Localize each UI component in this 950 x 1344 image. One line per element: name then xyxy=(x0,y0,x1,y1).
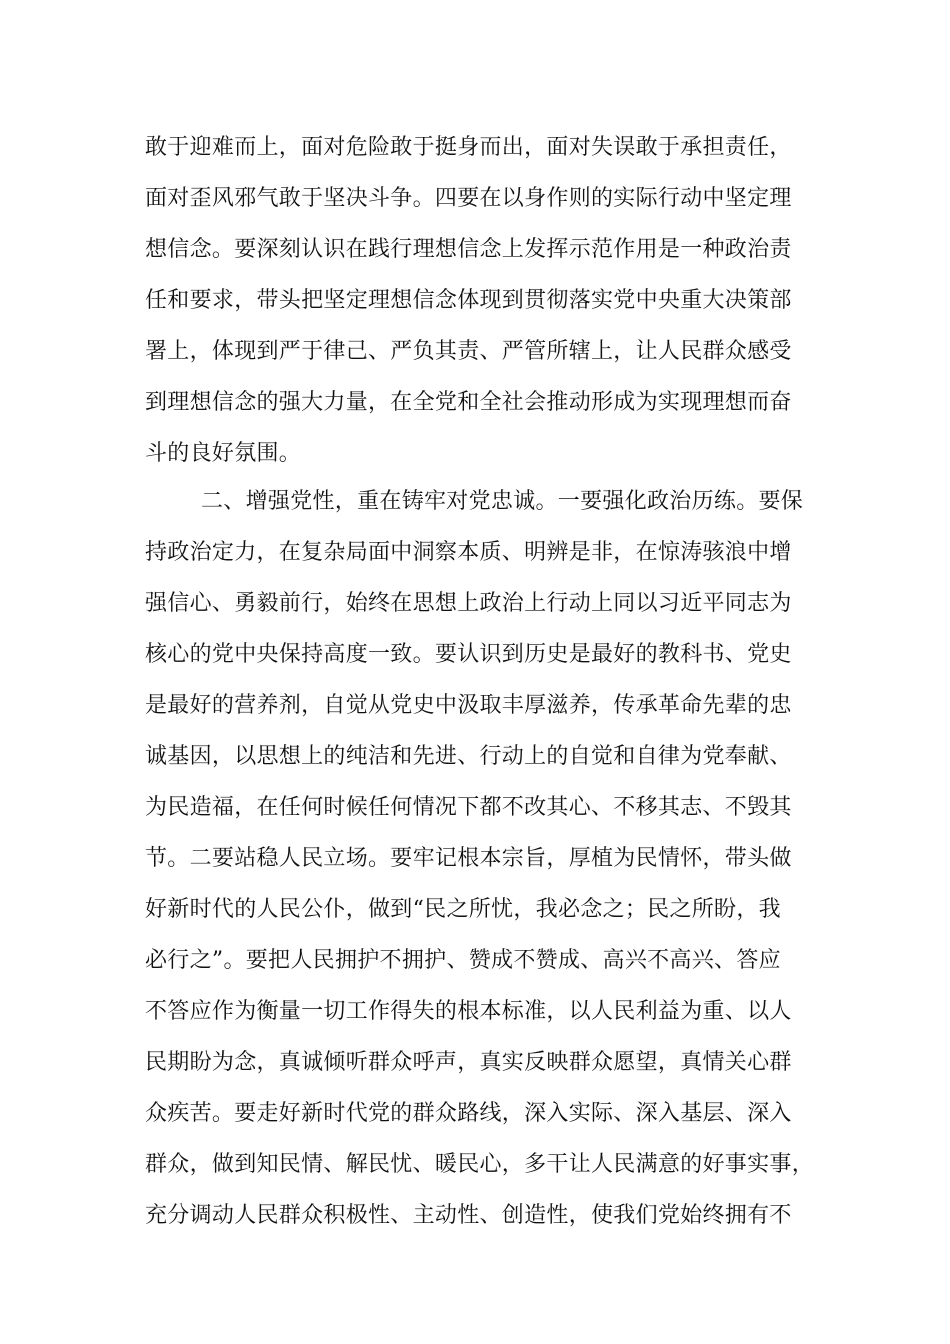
text-line: 节。二要站稳人民立场。要牢记根本宗旨，厚植为民情怀，带头做 xyxy=(145,846,792,871)
text-line: 持政治定力，在复杂局面中洞察本质、明辨是非，在惊涛骇浪中增 xyxy=(145,540,792,565)
text-line: 不答应作为衡量一切工作得失的根本标准，以人民利益为重、以人 xyxy=(145,999,792,1024)
paragraph-heading-line: 二、增强党性，重在铸牢对党忠诚。一要强化政治历练。要保 xyxy=(201,489,804,514)
text-line: 是最好的营养剂，自觉从党史中汲取丰厚滋养，传承革命先辈的忠 xyxy=(145,693,792,718)
text-line: 必行之”。要把人民拥护不拥护、赞成不赞成、高兴不高兴、答应 xyxy=(145,948,781,973)
text-line: 面对歪风邪气敢于坚决斗争。四要在以身作则的实际行动中坚定理 xyxy=(145,186,792,211)
text-line: 任和要求，带头把坚定理想信念体现到贯彻落实党中央重大决策部 xyxy=(145,288,792,313)
text-line: 民期盼为念，真诚倾听群众呼声，真实反映群众愿望，真情关心群 xyxy=(145,1050,792,1075)
text-line: 核心的党中央保持高度一致。要认识到历史是最好的教科书、党史 xyxy=(145,642,792,667)
text-line: 想信念。要深刻认识在践行理想信念上发挥示范作用是一种政治责 xyxy=(145,237,792,262)
text-line: 诚基因，以思想上的纯洁和先进、行动上的自觉和自律为党奉献、 xyxy=(145,744,792,769)
text-line: 署上，体现到严于律己、严负其责、严管所辖上，让人民群众感受 xyxy=(145,339,792,364)
text-line: 众疾苦。要走好新时代党的群众路线，深入实际、深入基层、深入 xyxy=(145,1101,792,1126)
text-line: 到理想信念的强大力量，在全党和全社会推动形成为实现理想而奋 xyxy=(145,390,792,415)
text-line: 群众，做到知民情、解民忧、暖民心，多干让人民满意的好事实事， xyxy=(145,1152,815,1177)
text-line: 强信心、勇毅前行，始终在思想上政治上行动上同以习近平同志为 xyxy=(145,591,792,616)
text-line: 敢于迎难而上，面对危险敢于挺身而出，面对失误敢于承担责任， xyxy=(145,135,792,160)
text-line: 斗的良好氛围。 xyxy=(145,441,302,466)
text-line: 好新时代的人民公仆，做到“民之所忧，我必念之；民之所盼，我 xyxy=(145,897,781,922)
text-line: 充分调动人民群众积极性、主动性、创造性，使我们党始终拥有不 xyxy=(145,1203,792,1228)
text-line: 为民造福，在任何时候任何情况下都不改其心、不移其志、不毁其 xyxy=(145,795,792,820)
